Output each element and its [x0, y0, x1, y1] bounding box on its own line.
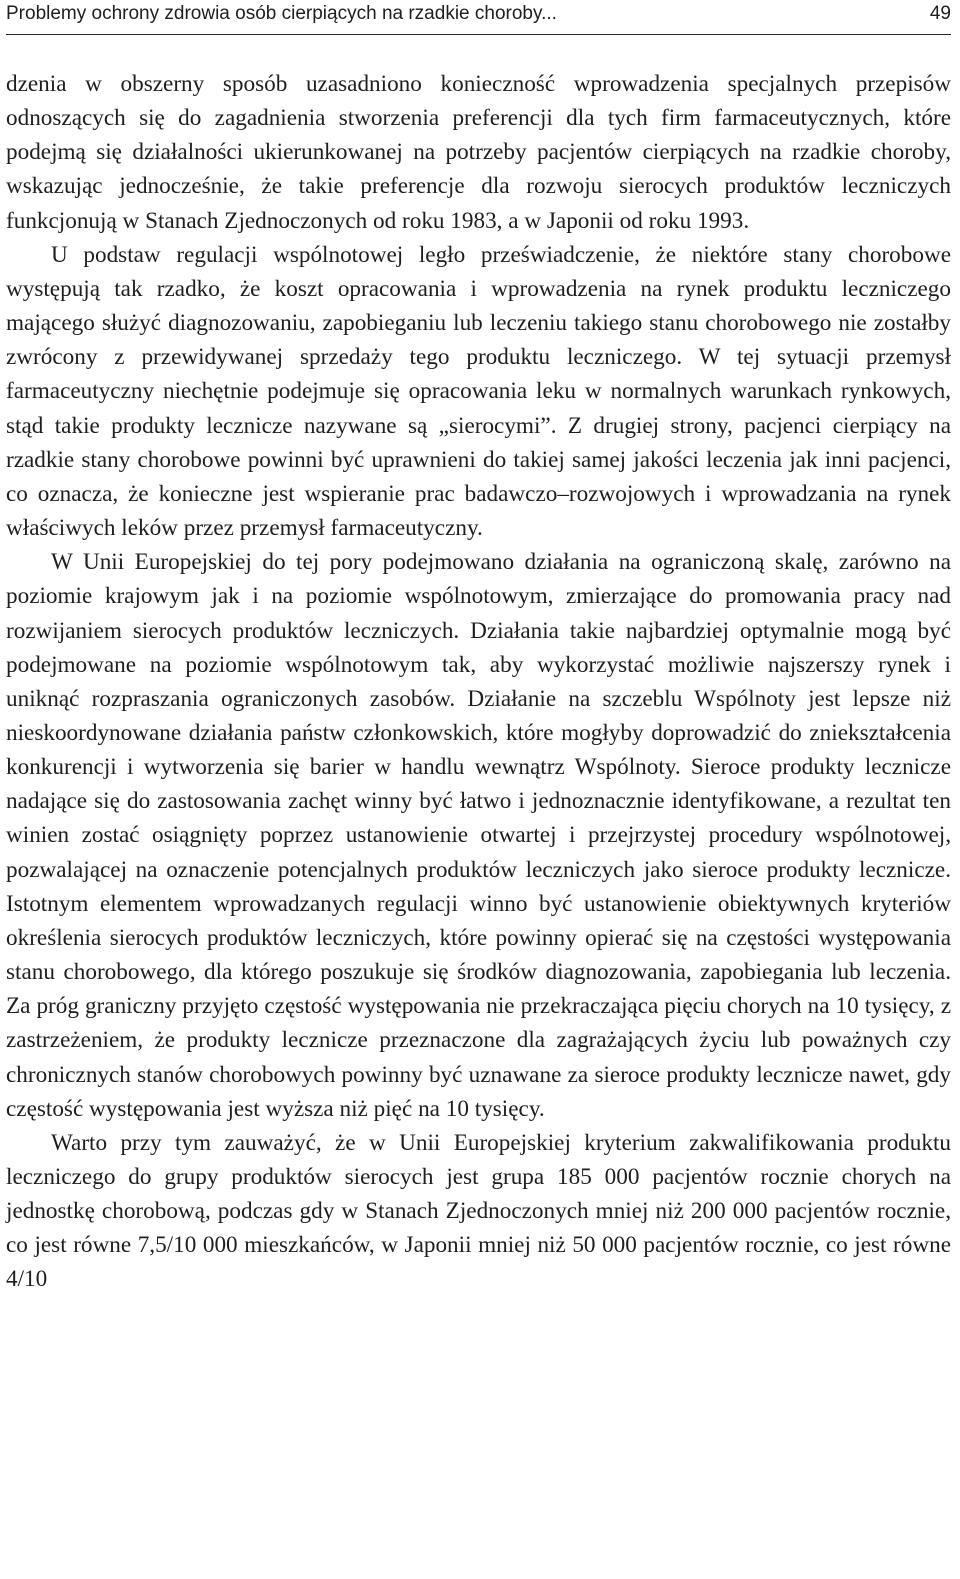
paragraph-2: U podstaw regulacji wspólnotowej legło przeświadczenie, że niektóre stany chorobowe występują tak rzadko, że koszt opracowania i wprowadzenia na rynek produktu leczniczego mającego służyć diagnozowaniu, zapobieganiu lub leczeniu takiego stanu chorobowego nie zostałby zwrócony z przewidywanej sprzedaży tego produktu leczniczego. W tej sytuacji przemysł farmaceutyczny niechętnie podejmuje się opracowania leku w normalnych warunkach rynkowych, stąd takie produkty lecznicze nazywane są „sierocymi”. Z drugiej strony, pacjenci cierpiący na rzadkie stany chorobowe powinni być uprawnieni do takiej samej jakości leczenia jak inni pacjenci, co oznacza, że konieczne jest wspieranie prac badawczo–rozwojowych i wprowadzania na rynek właściwych leków przez przemysł farmaceutyczny. — [6, 241, 951, 542]
body-text — [6, 67, 951, 1297]
page-header — [6, 0, 951, 35]
paragraph-1: dzenia w obszerny sposób uzasadniono konieczność wprowadzenia specjalnych przepisów odnoszących się do zagadnienia stworzenia preferencji dla tych firm farmaceutycznych, które podejmą się działalności ukierunkowanej na potrzeby pacjentów cierpiących na rzadkie choroby, wskazując jednocześnie, że takie preferencje dla rozwoju sierocych produktów leczniczych funkcjonują w Stanach Zjednoczonych od roku 1983, a w Japonii od roku 1993. — [6, 71, 951, 234]
page-number: 49 — [929, 3, 951, 24]
document-page — [6, 0, 951, 1297]
running-title: Problemy ochrony zdrowia osób cierpiących na rzadkie choroby... — [6, 3, 557, 24]
paragraph-4: Warto przy tym zauważyć, że w Unii Europejskiej kryterium zakwalifikowania produktu leczniczego do grupy produktów sierocych jest grupa 185 000 pacjentów rocznie chorych na jednostkę chorobową, podczas gdy w Stanach Zjednoczonych mniej niż 200 000 pacjentów rocznie, co jest równe 7,5/10 000 mieszkańców, w Japonii mniej niż 50 000 pacjentów rocznie, co jest równe 4/10 — [6, 1129, 951, 1293]
paragraph-3: W Unii Europejskiej do tej pory podejmowano działania na ograniczoną skalę, zarówno na poziomie krajowym jak i na poziomie wspólnotowym, zmierzające do promowania pracy nad rozwijaniem sierocych produktów leczniczych. Działania takie najbardziej optymalnie mogą być podejmowane na poziomie wspólnotowym tak, aby wykorzystać możliwie najszerszy rynek i uniknąć rozpraszania ograniczonych zasobów. Działanie na szczeblu Wspólnoty jest lepsze niż nieskoordynowane działania państw członkowskich, które mogłyby doprowadzić do zniekształcenia konkurencji i wytworzenia się barier w handlu wewnątrz Wspólnoty. Sieroce produkty lecznicze nadające się do zastosowania zachęt winny być łatwo i jednoznacznie identyfikowane, a rezultat ten winien zostać osiągnięty poprzez ustanowienie otwartej i przejrzystej procedury wspólnotowej, pozwalającej na oznaczenie potencjalnych produktów leczniczych jako sieroce produkty lecznicze. Istotnym elementem wprowadzanych regulacji winno być ustanowienie obiektywnych kryteriów określenia sierocych produktów leczniczych, które powinny opierać się na częstości występowania stanu chorobowego, dla którego poszukuje się środków diagnozowania, zapobiegania lub leczenia. Za próg graniczny przyjęto częstość występowania nie przekraczająca pięciu chorych na 10 tysięcy, z zastrzeżeniem, że produkty lecznicze przeznaczone dla zagrażających życiu lub poważnych czy chronicznych stanów chorobowych powinny być uznawane za sieroce produkty lecznicze nawet, gdy częstość występowania jest wyższa niż pięć na 10 tysięcy. — [6, 549, 951, 1122]
